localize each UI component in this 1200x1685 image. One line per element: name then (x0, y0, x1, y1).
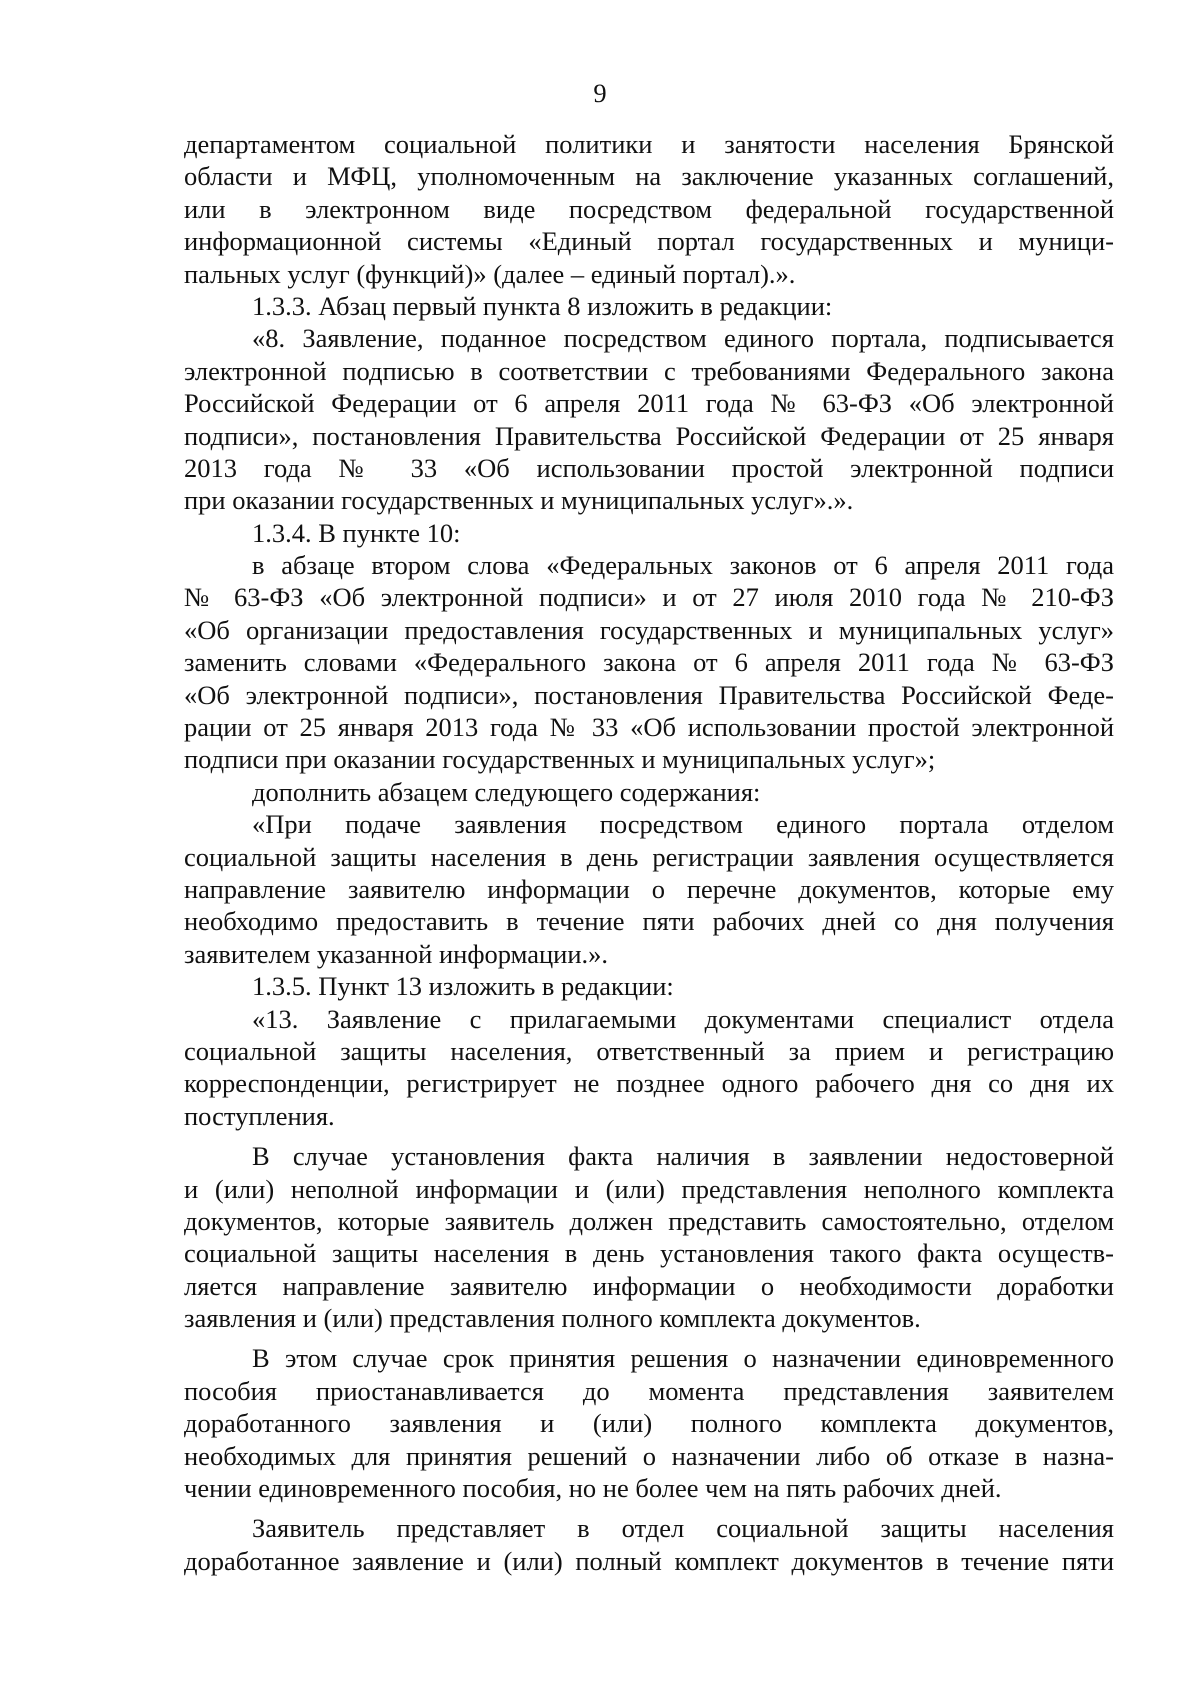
text-line: 1.3.5. Пункт 13 изложить в редакции: (252, 971, 674, 1002)
text-line: в абзаце втором слова «Федеральных законов от 6 апреля 2011 года (252, 550, 1114, 581)
text-line: заменить словами «Федерального закона от 6 апреля 2011 года № 63-ФЗ (184, 647, 1114, 678)
text-line: «13. Заявление с прилагаемыми документами специалист отдела (252, 1003, 1114, 1034)
paragraph (184, 1140, 1114, 1334)
text-line: 1.3.3. Абзац первый пункта 8 изложить в редакции: (252, 290, 833, 321)
text-line: документов, которые заявитель должен представить самостоятельно, отделом (184, 1205, 1114, 1236)
text-line: информационной системы «Единый портал государственных и муници- (184, 226, 1114, 257)
text-line: «Об электронной подписи», постановления Правительства Российской Феде- (184, 679, 1114, 710)
text-line: 2013 года № 33 «Об использовании простой электронной подписи (184, 452, 1114, 483)
paragraph (184, 1003, 1114, 1133)
text-line: Заявитель представляет в отдел социальной защиты населения (252, 1513, 1114, 1544)
paragraph (184, 776, 1114, 808)
text-line: В этом случае срок принятия решения о назначении единовременного (252, 1343, 1114, 1374)
text-line: или в электронном виде посредством федеральной государственной (184, 193, 1114, 224)
text-line: «Об организации предоставления государственных и муниципальных услуг» (184, 614, 1114, 645)
text-line: «При подаче заявления посредством единого портала отделом (252, 809, 1114, 840)
text-line: необходимо предоставить в течение пяти рабочих дней со дня получения (184, 906, 1114, 937)
text-line: подписи», постановления Правительства Российской Федерации от 25 января (184, 420, 1114, 451)
text-line: 1.3.4. В пункте 10: (252, 517, 461, 548)
text-line: необходимых для принятия решений о назначении либо об отказе в назна- (184, 1440, 1114, 1471)
paragraph-spacing (184, 1504, 1114, 1512)
paragraph-spacing (184, 1334, 1114, 1342)
text-line: ляется направление заявителю информации о необходимости доработки (184, 1270, 1114, 1301)
paragraph (184, 1512, 1114, 1577)
page-number: 9 (593, 78, 607, 108)
text-line: социальной защиты населения, ответственный за прием и регистрацию (184, 1035, 1114, 1066)
text-line: пособия приостанавливается до момента представления заявителем (184, 1375, 1114, 1406)
paragraph-spacing (184, 1132, 1114, 1140)
paragraph (184, 1342, 1114, 1504)
text-line: департаментом социальной политики и занятости населения Брянской (184, 129, 1114, 159)
text-line: Российской Федерации от 6 апреля 2011 года № 63-ФЗ «Об электронной (184, 388, 1114, 419)
text-line: чении единовременного пособия, но не более чем на пять рабочих дней. (184, 1473, 1002, 1504)
document-body (184, 128, 1114, 1577)
text-line: заявления и (или) представления полного комплекта документов. (184, 1303, 921, 1334)
text-line: дополнить абзацем следующего содержания: (252, 776, 761, 807)
text-line: пальных услуг (функций)» (далее – единый портал).». (184, 258, 796, 289)
paragraph (184, 517, 1114, 549)
text-line: области и МФЦ, уполномоченным на заключение указанных соглашений, (184, 161, 1114, 192)
text-line: доработанного заявления и (или) полного комплекта документов, (184, 1408, 1114, 1439)
paragraph (184, 549, 1114, 776)
text-line: направление заявителю информации о перечне документов, которые ему (184, 873, 1114, 904)
paragraph (184, 970, 1114, 1002)
text-line: социальной защиты населения в день установления такого факта осуществ- (184, 1238, 1114, 1269)
text-line: при оказании государственных и муниципальных услуг».». (184, 485, 854, 516)
text-line: электронной подписью в соответствии с требованиями Федерального закона (184, 355, 1114, 386)
paragraph (184, 290, 1114, 322)
text-line: заявителем указанной информации.». (184, 938, 608, 969)
paragraph (184, 322, 1114, 516)
text-line: доработанное заявление и (или) полный комплект документов в течение пяти (184, 1545, 1114, 1576)
text-line: и (или) неполной информации и (или) представления неполного комплекта (184, 1173, 1114, 1204)
text-line: рации от 25 января 2013 года № 33 «Об использовании простой электронной (184, 712, 1114, 743)
text-line: социальной защиты населения в день регистрации заявления осуществляется (184, 841, 1114, 872)
paragraph (184, 128, 1114, 290)
text-line: поступления. (184, 1100, 335, 1131)
text-line: В случае установления факта наличия в заявлении недостоверной (252, 1141, 1114, 1172)
text-line: подписи при оказании государственных и муниципальных услуг»; (184, 744, 936, 775)
text-line: № 63-ФЗ «Об электронной подписи» и от 27 июля 2010 года № 210-ФЗ (184, 582, 1114, 613)
text-line: корреспонденции, регистрирует не позднее одного рабочего дня со дня их (184, 1068, 1114, 1099)
paragraph (184, 808, 1114, 970)
text-line: «8. Заявление, поданное посредством единого портала, подписывается (252, 323, 1114, 354)
